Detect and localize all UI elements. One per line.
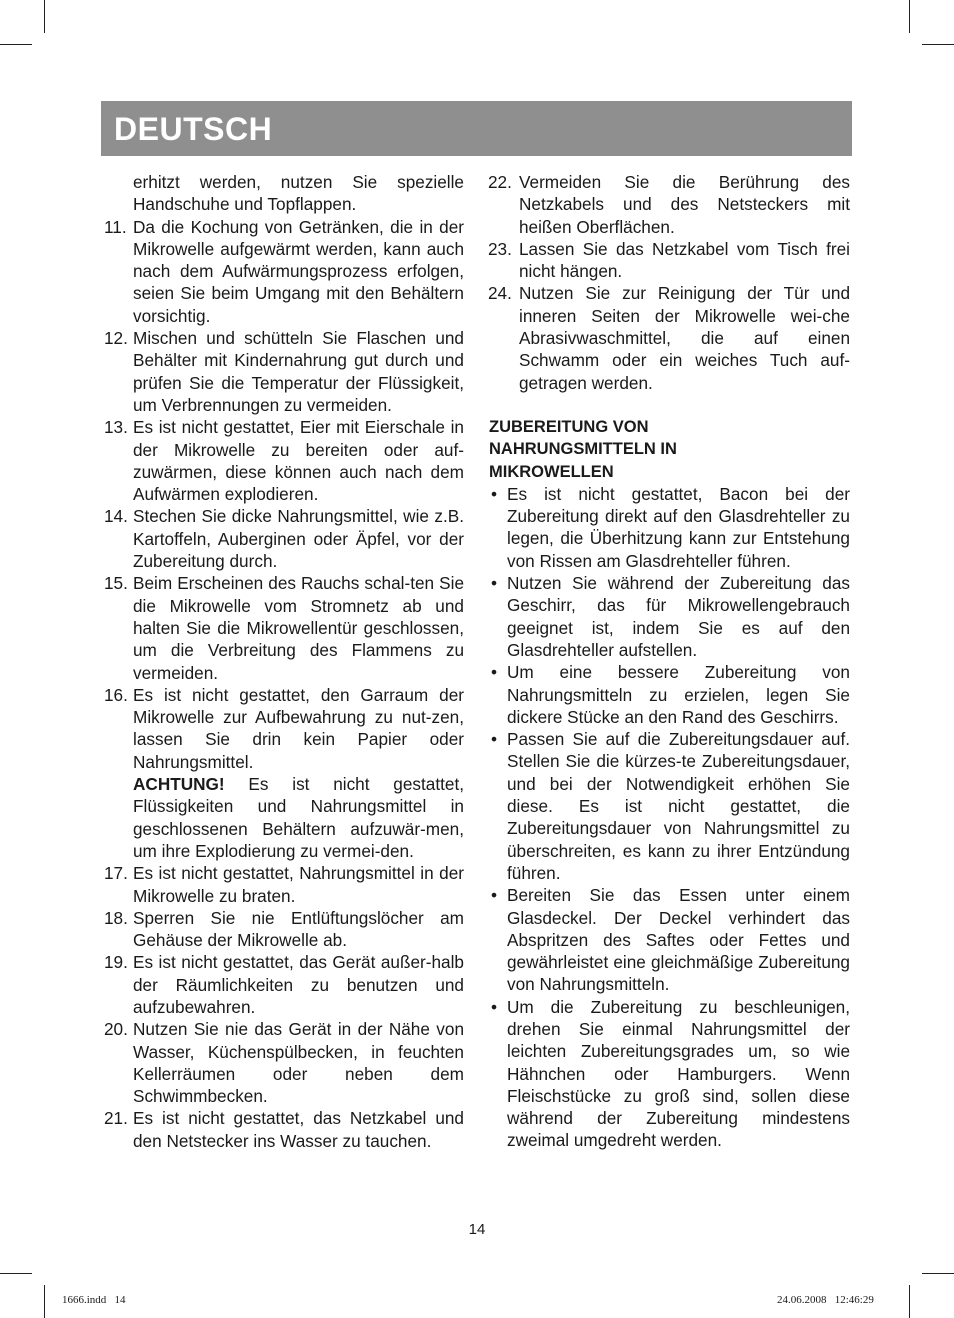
section-heading [489,416,850,483]
item-text: Nutzen Sie zur Reinigung der Tür und inneren Seiten der Mikrowelle wei-che Abrasivwaschmittel, die auf einen Schwamm oder ein weiches Tuch auf-getragen werden. [519,283,850,393]
item-number: 11. [104,216,127,237]
bullet-item [487,572,850,661]
list-item [101,907,464,952]
warning-label: ACHTUNG! [133,774,225,795]
list-item [101,1107,464,1152]
bullet-item [487,996,850,1152]
footer-file-info: 1666.indd 14 [62,1294,126,1306]
item-text: Es ist nicht gestattet, das Netzkabel und den Netstecker ins Wasser zu tauchen. [133,1108,464,1151]
section-heading-line: MIKROWELLEN [489,462,614,481]
item-number: 12. [104,328,128,349]
bullet-text: Bereiten Sie das Essen unter einem Glasdeckel. Der Deckel verhindert das Abspritzen des Saftes oder Fettes und gewährleistet eine gleichmäßige Zubereitung von Nahrungsmitteln. [507,885,850,995]
list-item [101,572,464,683]
item-text: Mischen und schütteln Sie Flaschen und Behälter mit Kindernahrung gut durch und prüfen Sie die Temperatur der Flüssigkeit, um Verbrennungen zu vermeiden. [133,328,464,415]
warning-text: Es ist nicht gestattet, Flüssigkeiten und Nahrungsmittel in geschlossenen Behältern aufzuwär-men, um ihre Explodierung zu vermei-den. [133,774,464,861]
item-text: Es ist nicht gestattet, den Garraum der Mikrowelle zur Aufbewahrung zu nut-zen, lassen Sie drin kein Papier oder Nahrungsmittel. [133,684,464,772]
list-item [101,684,464,773]
list-item [101,416,464,505]
right-column [487,171,850,1152]
bullet-item [487,884,850,995]
item-number: 13. [104,417,128,438]
item-text: Nutzen Sie nie das Gerät in der Nähe von Wasser, Küchenspülbecken, in feuchten Kellerräumen oder neben dem Schwimmbecken. [133,1019,464,1107]
bullet-icon: • [491,662,498,683]
item-number: 17. [104,863,128,884]
list-item [101,1018,464,1107]
left-column [101,171,464,1152]
list-item [101,327,464,416]
crop-mark [44,1285,45,1318]
item-text: Beim Erscheinen des Rauchs schal-ten Sie die Mikrowelle vom Stromnetz ab und halten Sie die Mikrowellentür geschlossen, um die Verbreitung des Flammens zu vermeiden. [133,573,464,683]
crop-mark [922,44,954,45]
crop-mark [0,1273,32,1274]
bullet-text: Es ist nicht gestattet, Bacon bei der Zubereitung direkt auf den Glasdrehteller zu legen, die Überhitzung kann zur Entstehung von Rissen am Glasdrehteller führen. [507,483,850,571]
bullet-icon: • [491,729,498,750]
item-number: 22. [488,172,512,192]
crop-mark [909,1285,910,1318]
page-title: DEUTSCH [114,111,273,147]
list-item [101,951,464,1018]
list-item [487,238,850,283]
list-item [101,216,464,327]
item-text: Stechen Sie dicke Nahrungsmittel, wie z.B. Kartoffeln, Auberginen oder Äpfel, vor der Zubereitung durch. [133,506,464,572]
bullet-item [487,661,850,728]
item-number: 23. [488,238,512,259]
bullet-text: Um die Zubereitung zu beschleunigen, drehen Sie einmal Nahrungsmittel der leichten Zubereitungsgrades um, so wie Hähnchen oder Hamburgers. Wenn Fleischstücke zu groß sind, sollen diese während der Zubereitung mindestens zweimal umgedreht werden. [507,996,850,1151]
language-header-bar [101,101,852,156]
item-text: Da die Kochung von Getränken, die in der Mikrowelle aufgewärmt werden, kann auch nach dem Aufwärmungsprozess erfolgen, seien Sie beim Umgang mit den Behältern vorsichtig. [133,216,464,326]
item-text: Lassen Sie das Netzkabel vom Tisch frei nicht hängen. [519,238,850,282]
bullet-icon: • [491,573,498,594]
bullet-icon: • [491,885,498,906]
bullet-icon: • [491,996,498,1017]
item-text: Es ist nicht gestattet, Nahrungsmittel in der Mikrowelle zu braten. [133,863,464,906]
item-number: 16. [104,684,128,705]
warning-note [101,773,464,862]
item-number: 15. [104,573,128,594]
list-item [487,282,850,393]
bullet-text: Um eine bessere Zubereitung von Nahrungsmitteln zu erzielen, legen Sie dickere Stücke an den Rand des Geschirrs. [507,662,850,727]
item-number: 24. [488,283,512,304]
list-item [487,171,850,238]
item-text: Es ist nicht gestattet, das Gerät außer-halb der Räumlichkeiten zu benutzen und aufzubewahren. [133,952,464,1017]
bullet-text: Nutzen Sie während der Zubereitung das Geschirr, das für Mikrowellengebrauch geeignet ist, indem Sie es auf den Glasdrehteller aufstellen. [507,573,850,660]
item-number: 21. [104,1108,128,1129]
list-item [101,862,464,907]
list-item [101,505,464,572]
continuation-text: erhitzt werden, nutzen Sie spezielle Handschuhe und Topflappen. [133,172,464,215]
item-number: 18. [104,907,128,928]
item-text: Sperren Sie nie Entlüftungslöcher am Gehäuse der Mikrowelle ab. [133,907,464,951]
bullet-item [487,483,850,572]
page-number: 14 [468,1221,486,1238]
footer-timestamp: 24.06.2008 12:46:29 [777,1294,874,1306]
crop-mark [922,1273,954,1274]
section-heading-line: ZUBEREITUNG VON [489,417,649,436]
section-heading-line: NAHRUNGSMITTELN IN [489,440,677,459]
item-number: 14. [104,506,128,527]
crop-mark [0,44,32,45]
item-number: 20. [104,1019,128,1040]
item-text: Es ist nicht gestattet, Eier mit Eierschale in der Mikrowelle zu bereiten oder auf-zuwärmen, diese können auch nach dem Aufwärmen explodieren. [133,417,464,505]
crop-mark [909,0,910,33]
bullet-icon: • [491,483,498,504]
item-text: Vermeiden Sie die Berührung des Netzkabels und des Netsteckers mit heißen Oberflächen. [519,172,850,237]
bullet-text: Passen Sie auf die Zubereitungsdauer auf. Stellen Sie die kürzes-te Zubereitungsdauer, und bei der Notwendigkeit erhöhen Sie diese. Es ist nicht gestattet, die Zubereitungsdauer von Nahrungsmittel zu überschreiten, es kann zu ihrer Entzündung führen. [507,729,850,883]
bullet-item [487,728,850,884]
item-number: 19. [104,952,128,973]
crop-mark [44,0,45,33]
